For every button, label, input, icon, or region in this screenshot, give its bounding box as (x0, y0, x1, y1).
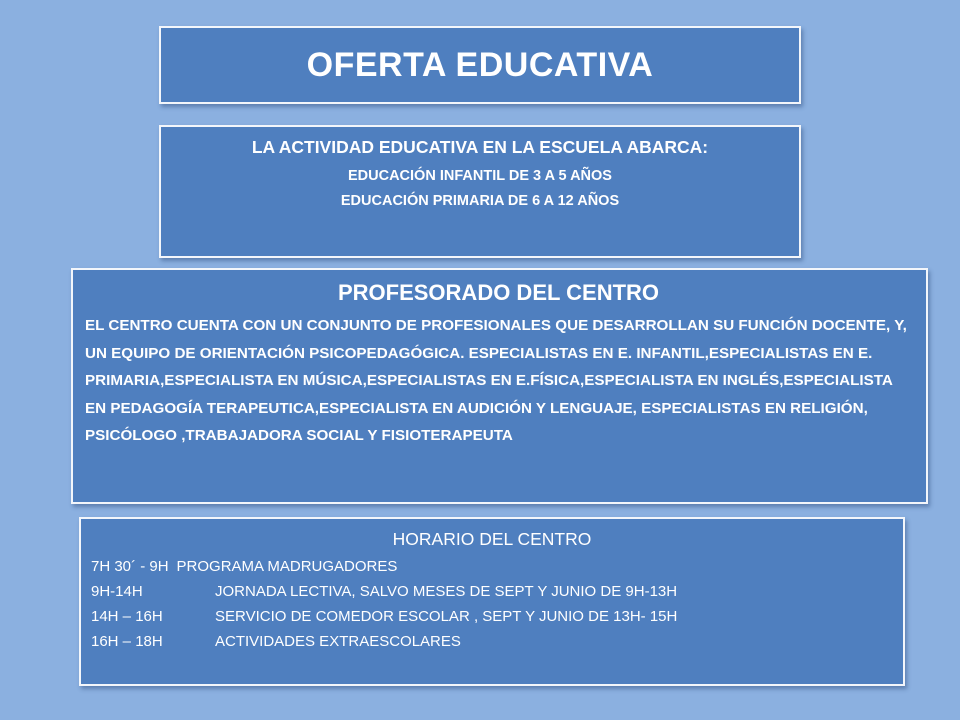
schedule-row (91, 579, 893, 604)
schedule-time: 16H – 18H (91, 633, 163, 650)
schedule-description: JORNADA LECTIVA, SALVO MESES DE SEPT Y JUNIO DE 9H-13H (215, 583, 678, 600)
activity-heading: LA ACTIVIDAD EDUCATIVA EN LA ESCUELA ABARCA: (251, 137, 709, 157)
schedule-heading: HORARIO DEL CENTRO (392, 529, 592, 549)
schedule-row (91, 554, 893, 579)
schedule-description: PROGRAMA MADRUGADORES (176, 558, 398, 575)
schedule-time: 7H 30´ - 9H (91, 558, 169, 575)
schedule-row (91, 604, 893, 629)
schedule-row (91, 629, 893, 654)
page-title: OFERTA EDUCATIVA (306, 45, 654, 84)
schedule-time: 14H – 16H (91, 608, 163, 625)
activity-line-infantil: EDUCACIÓN INFANTIL DE 3 A 5 AÑOS (348, 168, 612, 184)
staff-description: EL CENTRO CUENTA CON UN CONJUNTO DE PROFESIONALES QUE DESARROLLAN SU FUNCIÓN DOCENTE, Y, UN EQUIPO DE ORIENTACIÓN PSICOPEDAGÓGICA. ESPECIALISTAS EN E. INFANTIL,ESPECIALISTAS EN E. PRIMARIA,ESPECIALISTA EN MÚSICA,ESPECIALISTAS EN E.FÍSICA,ESPECIALISTA EN INGLÉS,ESPECIALISTA EN PEDAGOGÍA TERAPEUTICA,ESPECIALISTA EN AUDICIÓN Y LENGUAJE, ESPECIALISTAS EN RELIGIÓN, PSICÓLOGO ,TRABAJADORA SOCIAL Y FISIOTERAPEUTA (85, 317, 907, 444)
activity-box (159, 125, 801, 258)
staff-box (71, 268, 928, 504)
staff-heading: PROFESORADO DEL CENTRO (337, 280, 660, 305)
schedule-time: 9H-14H (91, 583, 143, 600)
schedule-box (79, 517, 905, 686)
activity-line-primaria: EDUCACIÓN PRIMARIA DE 6 A 12 AÑOS (340, 193, 620, 209)
schedule-description: ACTIVIDADES EXTRAESCOLARES (215, 633, 461, 650)
schedule-description: SERVICIO DE COMEDOR ESCOLAR , SEPT Y JUNIO DE 13H- 15H (215, 608, 678, 625)
title-box (159, 26, 801, 104)
